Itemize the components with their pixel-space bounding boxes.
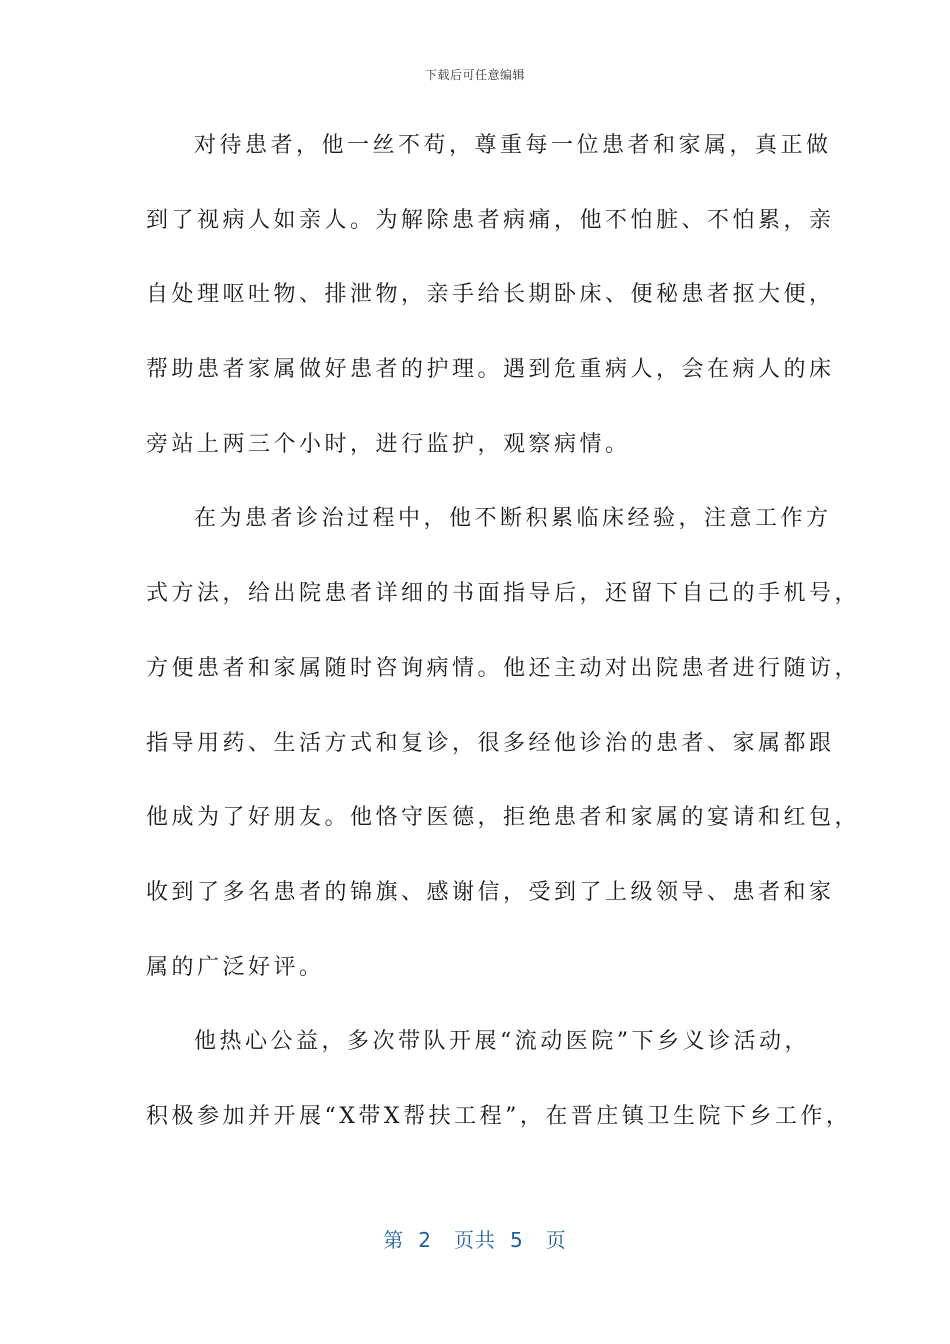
paragraph-2-line-4: 指导用药、生活方式和复诊，很多经他诊治的患者、家属都跟 [146, 730, 835, 756]
paragraph-1-line-5: 旁站上两三个小时，进行监护，观察病情。 [146, 431, 631, 457]
page-prefix: 第 [383, 1228, 405, 1252]
paragraph-3-line-1: 他热心公益，多次带队开展“流动医院”下乡义诊活动， [194, 1029, 810, 1055]
paragraph-1-line-3: 自处理呕吐物、排泄物，亲手给长期卧床、便秘患者抠大便， [146, 282, 835, 308]
paragraph-2-line-5: 他成为了好朋友。他恪守医德，拒绝患者和家属的宴请和红包， [146, 805, 861, 831]
page-suffix: 页 [545, 1228, 567, 1252]
document-body [146, 127, 861, 1173]
paragraph-1-line-4: 帮助患者家属做好患者的护理。遇到危重病人，会在病人的床 [146, 357, 835, 383]
paragraph-1-line-2: 到了视病人如亲人。为解除患者病痛，他不怕脏、不怕累，亲 [146, 207, 835, 233]
total-pages-number: 5 [510, 1228, 524, 1252]
paragraph-2-line-7: 属的广泛好评。 [146, 954, 325, 980]
page-mid: 页共 [454, 1228, 496, 1252]
paragraph-2-line-3: 方便患者和家属随时咨询病情。他还主动对出院患者进行随访， [146, 655, 861, 681]
paragraph-1-line-1: 对待患者，他一丝不苟，尊重每一位患者和家属，真正做 [194, 133, 832, 158]
page-footer [0, 1224, 950, 1253]
current-page-number: 2 [418, 1228, 432, 1252]
header-note: 下载后可任意编辑 [424, 68, 525, 82]
paragraph-2-line-6: 收到了多名患者的锦旗、感谢信，受到了上级领导、患者和家 [146, 879, 835, 905]
paragraph-3-line-2: 积极参加并开展“X带X帮扶工程”，在晋庄镇卫生院下乡工作， [146, 1103, 852, 1129]
paragraph-2-line-2: 式方法，给出院患者详细的书面指导后，还留下自己的手机号， [146, 581, 861, 607]
paragraph-2-line-1: 在为患者诊治过程中，他不断积累临床经验，注意工作方 [194, 506, 832, 532]
